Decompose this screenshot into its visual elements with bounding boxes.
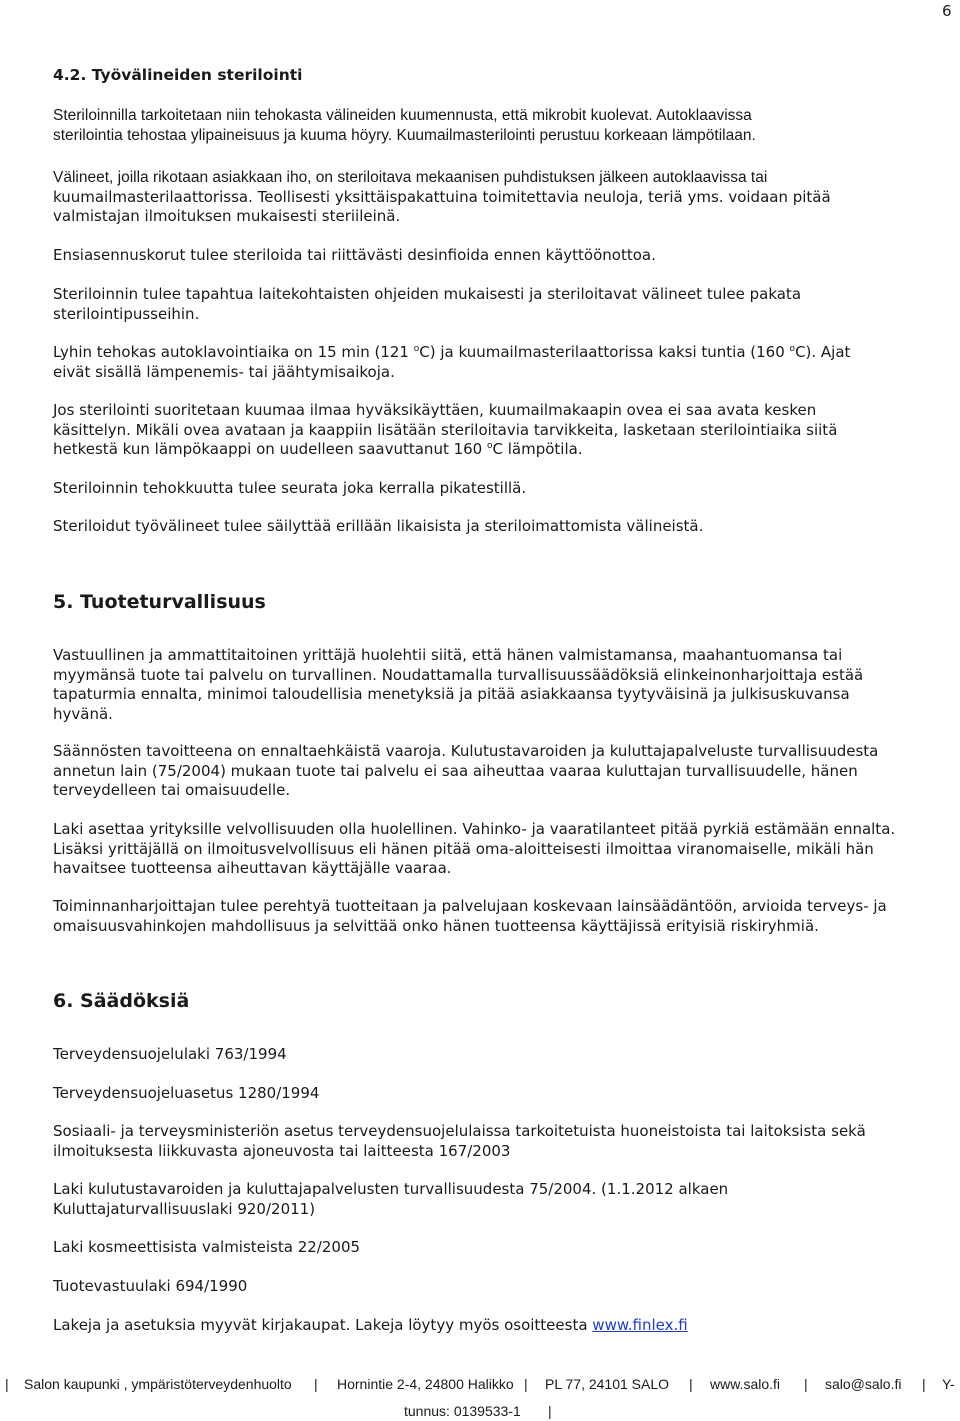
paragraph-instruments	[53, 168, 831, 227]
text-line: terveydelleen tai omaisuudelle.	[53, 781, 291, 799]
paragraph-operator-duties	[53, 897, 887, 936]
degree-superscript: o	[487, 441, 493, 451]
degree-superscript: o	[413, 344, 420, 354]
text-line: Välineet, joilla rikotaan asiakkaan iho, on steriloitava mekaanisen puhdistuksen jälkeen autoklaavissa tai	[53, 169, 768, 186]
text-line: Laki asettaa yrityksille velvollisuuden olla huolellinen. Vahinko- ja vaaratilanteet pitää pyrkiä estämään ennalta.	[53, 820, 896, 838]
paragraph-hot-air	[53, 401, 837, 460]
footer-separator: |	[804, 1376, 808, 1392]
footer	[0, 1376, 960, 1421]
text-span: C) ja kuumailmasterilaattorissa kaksi tuntia (160	[419, 343, 790, 361]
text-line: Lisäksi yrittäjällä on ilmoitusvelvollisuus eli hänen pitää oma-aloitteisesti ilmoittaa viranomaiselle, mikäli hän	[53, 839, 874, 858]
text-line: Kuluttajaturvallisuuslaki 920/2011)	[53, 1199, 316, 1218]
footer-y-prefix: Y-	[942, 1376, 955, 1392]
paragraph-sterilization-intro	[53, 106, 756, 145]
footer-separator: |	[5, 1376, 9, 1392]
footer-web-link[interactable]: www.salo.fi	[710, 1376, 781, 1392]
footer-business-id: tunnus: 0139533-1	[404, 1403, 521, 1419]
text-line: Vastuullinen ja ammattitaitoinen yrittäjä huolehtii siitä, että hänen valmistamansa, maahantuomansa tai	[53, 646, 843, 664]
text-line: valmistajan ilmoituksen mukaisesti steriileinä.	[53, 207, 401, 225]
regulation-item	[53, 1122, 866, 1161]
text-line	[53, 343, 850, 363]
section-heading-6: 6. Säädöksiä	[53, 990, 190, 1012]
text-line: Laki kulutustavaroiden ja kuluttajapalvelusten turvallisuudesta 75/2004. (1.1.2012 alkaen	[53, 1180, 729, 1198]
regulation-item: Tuotevastuulaki 694/1990	[53, 1277, 248, 1295]
paragraph-regulations-aim	[53, 742, 878, 801]
text-line	[53, 440, 837, 460]
text-line: sterilointia tehostaa ylipaineisuus ja kuuma höyry. Kuumailmasterilointi perustuu korkeaan lämpötilaan.	[53, 126, 756, 144]
text-line: Jos sterilointi suoritetaan kuumaa ilmaa hyväksikäyttäen, kuumailmakaapin ovea ei saa avata kesken	[53, 401, 817, 419]
regulation-item: Terveydensuojeluasetus 1280/1994	[53, 1084, 320, 1102]
paragraph-storage: Steriloidut työvälineet tulee säilyttää erillään likaisista ja steriloimattomista välineistä.	[53, 517, 704, 535]
footer-po-box: PL 77, 24101 SALO	[545, 1376, 670, 1392]
footer-org: Salon kaupunki , ympäristöterveydenhuolto	[24, 1376, 292, 1392]
text-span: C). Ajat	[795, 343, 851, 361]
paragraph-responsible-entrepreneur	[53, 646, 863, 724]
text-span: hetkestä kun lämpökaappi on uudelleen saavuttanut 160	[53, 440, 487, 458]
regulation-item: Laki kosmeettisista valmisteista 22/2005	[53, 1238, 361, 1256]
section-heading-4-2: 4.2. Työvälineiden sterilointi	[53, 66, 303, 84]
section-heading-5: 5. Tuoteturvallisuus	[53, 591, 266, 613]
text-line: Steriloinnilla tarkoitetaan niin tehokasta välineiden kuumennusta, että mikrobit kuolevat. Autoklaavissa	[53, 107, 752, 124]
text-span: Lyhin tehokas autoklavointiaika on 15 min (121	[53, 343, 414, 361]
footer-separator: |	[689, 1376, 693, 1392]
text-span: C lämpötila.	[492, 440, 583, 458]
text-line: myymänsä tuote tai palvelu on turvallinen. Noudattamalla turvallisuussäädöksiä elinkeinonharjoittaja estää	[53, 665, 864, 684]
finlex-link[interactable]: www.finlex.fi	[592, 1316, 688, 1334]
paragraph-duty-of-care	[53, 820, 895, 879]
paragraph-jewelry: Ensiasennuskorut tulee steriloida tai riittävästi desinfioida ennen käyttöönottoa.	[53, 246, 656, 264]
footer-email-link[interactable]: salo@salo.fi	[825, 1376, 902, 1392]
footer-address: Hornintie 2-4, 24800 Halikko	[337, 1376, 514, 1392]
text-line: Säännösten tavoitteena on ennaltaehkäistä vaaroja. Kulutustavaroiden ja kuluttajapalveluste turvallisuudesta	[53, 742, 879, 760]
footer-separator: |	[922, 1376, 926, 1392]
paragraph-sterilization-bags	[53, 285, 801, 324]
text-line: eivät sisällä lämpenemis- tai jäähtymisaikoja.	[53, 362, 395, 381]
paragraph-autoclave-time	[53, 343, 850, 382]
text-line: Steriloinnin tulee tapahtua laitekohtaisten ohjeiden mukaisesti ja steriloitavat välineet tulee pakata	[53, 285, 802, 303]
text-line: havaitsee tuotteensa aiheuttavan käyttäjälle vaaraa.	[53, 859, 452, 877]
regulation-item	[53, 1180, 728, 1219]
regulation-note	[53, 1316, 688, 1336]
text-line: hyvänä.	[53, 704, 113, 723]
text-line: kuumailmasterilaattorissa. Teollisesti yksittäispakattuina toimitettavia neuloja, teriä yms. voidaan pitää	[53, 187, 831, 206]
text-line: sterilointipusseihin.	[53, 304, 200, 323]
regulation-item: Terveydensuojelulaki 763/1994	[53, 1045, 287, 1063]
text-line: ilmoituksesta liikkuvasta ajoneuvosta tai laitteesta 167/2003	[53, 1141, 511, 1160]
footer-separator: |	[314, 1376, 318, 1392]
footer-separator: |	[548, 1403, 552, 1419]
text-line: omaisuusvahinkojen mahdollisuus ja selvittää onko hänen tuotteensa käyttäjissä erityisiä riskiryhmiä.	[53, 916, 819, 935]
text-line: tapaturmia ennalta, minimoi taloudellisia menetyksiä ja pitää asiakkaansa tyytyväisinä ja julkisuskuvansa	[53, 685, 850, 703]
text-line: käsittelyn. Mikäli ovea avataan ja kaappiin lisätään steriloitavia tarvikkeita, lasketaan sterilointiaika siitä	[53, 420, 838, 439]
text-line: annetun lain (75/2004) mukaan tuote tai palvelu ei saa aiheuttaa vaaraa kuluttajan turvallisuudelle, hänen	[53, 761, 858, 780]
paragraph-quick-test: Steriloinnin tehokkuutta tulee seurata joka kerralla pikatestillä.	[53, 479, 527, 497]
degree-superscript: o	[789, 344, 796, 354]
footer-separator: |	[524, 1376, 528, 1392]
text-line: Toiminnanharjoittajan tulee perehtyä tuotteitaan ja palvelujaan koskevaan lainsäädäntöön, arvioida terveys- ja	[53, 897, 887, 915]
page-number: 6	[942, 2, 952, 20]
note-text: Lakeja ja asetuksia myyvät kirjakaupat. Lakeja löytyy myös osoitteesta	[53, 1316, 593, 1334]
text-line: Sosiaali- ja terveysministeriön asetus terveydensuojelulaissa tarkoitetuista huoneistoista tai laitoksista sekä	[53, 1122, 866, 1140]
